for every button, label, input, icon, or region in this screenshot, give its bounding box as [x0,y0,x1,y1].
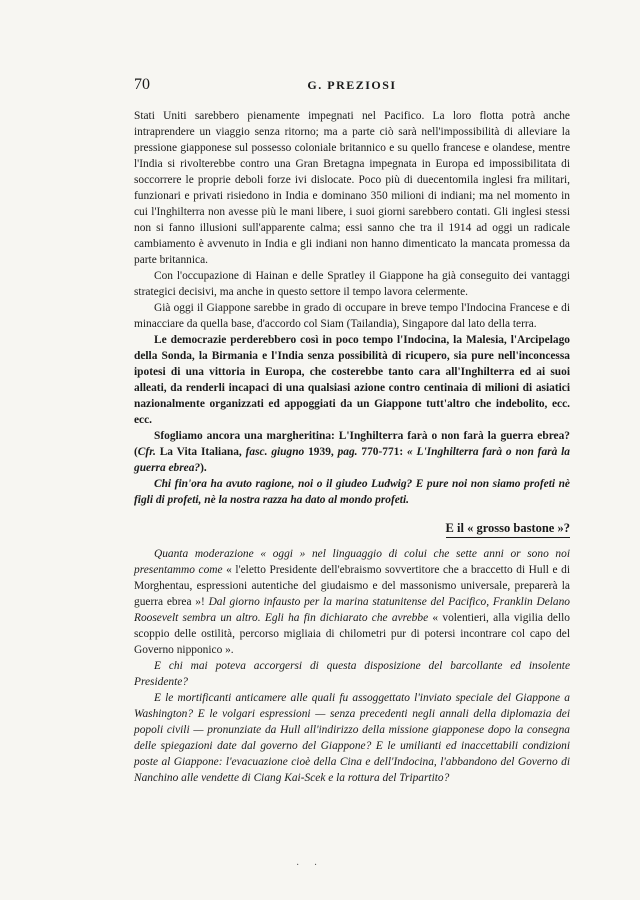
section-heading: E il « grosso bastone »? [446,520,570,538]
section-paragraph-1 [134,546,570,658]
s1-quote-2: « volentieri, alla vigilia dello scoppio delle ostilità, percorso migliaia di chilometri pur di potersi incontrare col capo del Governo nipponico ». [134,612,570,656]
paragraph-5 [134,428,570,476]
p5-issue: fasc. giugno [245,446,305,458]
s1-quote: « l'eletto Presidente dell'ebraismo sovvertitore che a braccetto di Hull e di Morghentau, espressioni autentiche del giudaismo e del massonismo universale, preparerà la guerra ebrea »! [134,564,570,608]
section-paragraph-3: E le mortificanti anticamere alle quali fu assoggettato l'inviato speciale del Giappone a Washington? E le volgari espressioni — senza precedenti negli annali della diplomazia dei popoli civili — pronunziate da Hull all'indirizzo della missione giapponese dopo la consegna delle spiegazioni date dal governo del Giappone? E le umilianti ed inaccettabili condizioni poste al Giappone: l'evacuazione cioè della Cina e dell'Indocina, l'abbandono del Governo di Nanchino alle vendette di Ciang Kai-Scek e la rottura del Tripartito? [134,692,570,784]
p5-pages: 770-771: [357,446,407,458]
p5-journal: La Vita Italiana, [155,446,246,458]
section-heading-wrap [134,520,570,538]
paragraph-1: Stati Uniti sarebbero pienamente impegnati nel Pacifico. La loro flotta potrà anche intraprendere un viaggio senza ritorno; ma a parte ciò sarà nell'impossibilità di alleviare la pressione giapponese sul possesso coloniale britannico e su quello francese e olandese, mentre l'India si rivolterebbe contro una Gran Bretagna impegnata in Europa ed impossibilitata di soccorrere le proprie deboli forze ivi dislocate. Poco più di duecentomila inglesi fra militari, funzionari e privati risiedono in India e dominano 350 milioni di indiani; ma nel momento in cui l'Inghilterra non avesse più le mani libere, i suoi giorni sarebbero contati. Gli inglesi stessi non si fanno illusioni sull'apparente calma; essi sanno che tra il 1914 ad oggi un radicale cambiamento è avvenuto in India e gli indiani non hanno dimenticato la mancata promessa da parte britannica. [134,110,570,266]
paragraph-2: Con l'occupazione di Hainan e delle Spratley il Giappone ha già conseguito dei vantaggi strategici decisivi, ma anche in questo settore il tempo lavora celermente. [134,270,570,298]
paragraph-4: Le democrazie perderebbero così in poco tempo l'Indocina, la Malesia, l'Arcipelago della Sonda, la Birmania e l'India senza possibilità di ricupero, sia pure nell'inconcessa ipotesi di una vittoria in Europa, che costerebbe tanto cara all'Inghilterra ed ai suoi alleati, da renderli incapaci di una qualsiasi azione contro centinaia di milioni di asiatici nazionalmente organizzati ed appoggiati da un Giappone tutt'altro che indebolito, ecc. ecc. [134,334,570,426]
section-paragraph-2: E chi mai poteva accorgersi di questa disposizione del barcollante ed insolente Presidente? [134,660,570,688]
p5-quote-title: « L'Inghilterra farà o non farà la guerra ebrea? [134,446,571,474]
page-header [134,76,570,96]
p5-close: ). [200,462,207,474]
running-head: G. PREZIOSI [307,78,397,92]
p5-cfr: Cfr. [137,446,156,458]
paragraph-6: Chi fin'ora ha avuto ragione, noi o il giudeo Ludwig? E pure noi non siamo profeti nè figli di profeti, nè la nostra razza ha dato al mondo profeti. [134,478,570,506]
s1-text-a: Quanta moderazione « oggi » nel linguaggio di colui che sette anni or sono noi presentammo come [134,548,570,576]
p5-page-label: pag. [337,446,358,458]
p5-year: 1939, [304,446,338,458]
page-body [134,108,570,786]
p5-text-a: Sfogliamo ancora una margheritina: L'Inghilterra farà o non farà la guerra ebrea? ( [134,430,570,458]
paragraph-3: Già oggi il Giappone sarebbe in grado di occupare in breve tempo l'Indocina Francese e di minacciare da quella base, d'accordo col Siam (Tailandia), Singapore dal lato della terra. [134,302,570,330]
s1-text-c: Dal giorno infausto per la marina statunitense del Pacifico, Franklin Delano Roosevelt sembra un altro. Egli ha fin dichiarato che avrebbe [134,596,570,624]
page-number: 70 [134,76,150,93]
footer-dots: · · [296,860,324,871]
